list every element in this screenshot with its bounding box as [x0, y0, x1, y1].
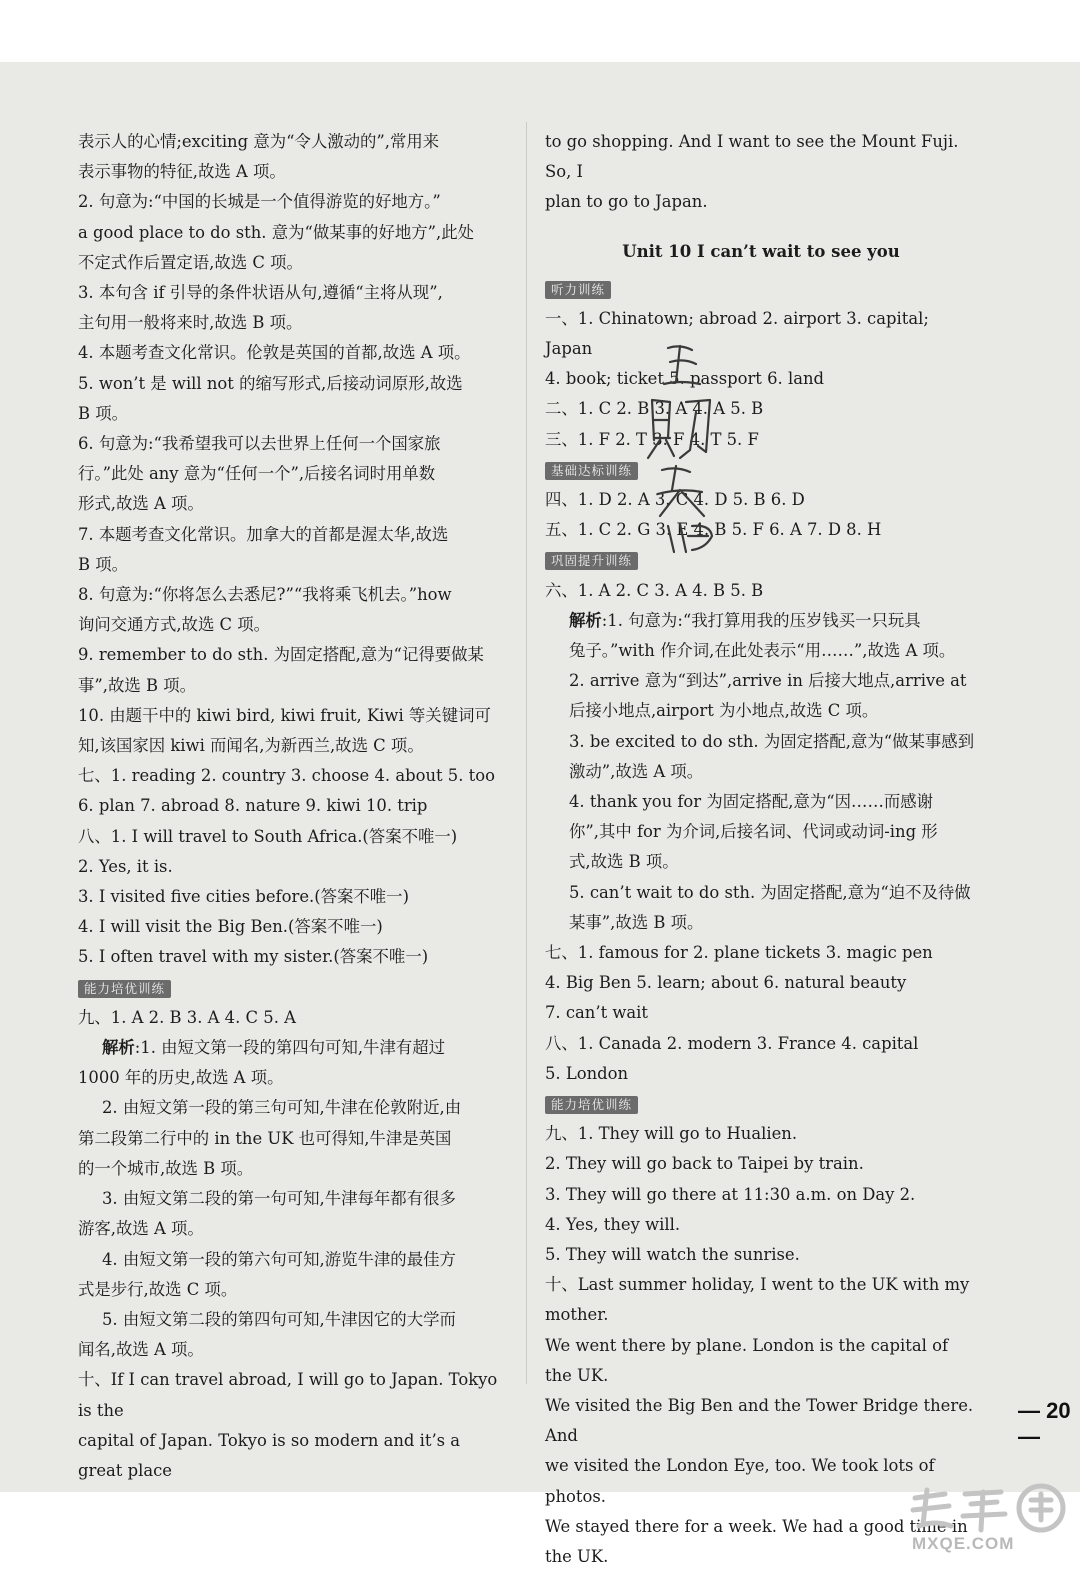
- answer-line: 三、1. F 2. T 3. F 4. T 5. F: [545, 429, 759, 449]
- answer-line: 解析:1. 句意为:“我打算用我的压岁钱买一只玩具: [569, 610, 921, 630]
- section-badge: 巩固提升训练: [545, 552, 638, 570]
- answer-line: 6. 句意为:“我希望我可以去世界上任何一个国家旅: [78, 434, 441, 454]
- section-badge: 听力训练: [545, 281, 611, 299]
- section-badge-line: [545, 274, 977, 304]
- answer-line: 4. thank you for 为固定搭配,意为“因……而感谢: [569, 792, 934, 812]
- answer-line: 3. be excited to do sth. 为固定搭配,意为“做某事感到: [569, 731, 975, 751]
- answer-line: 式,故选 B 项。: [569, 852, 679, 872]
- answer-line: 一、1. Chinatown; abroad 2. airport 3. capital; Japan: [545, 308, 929, 358]
- answer-line: 5. 由短文第二段的第四句可知,牛津因它的大学而: [102, 1309, 456, 1329]
- answer-line: 二、1. C 2. B 3. A 4. A 5. B: [545, 399, 764, 419]
- answer-line: 游客,故选 A 项。: [78, 1219, 204, 1239]
- section-badge-line: [545, 545, 977, 575]
- answer-line: 5. can’t wait to do sth. 为固定搭配,意为“迫不及待做: [569, 882, 971, 902]
- answer-line: 六、1. A 2. C 3. A 4. B 5. B: [545, 580, 764, 600]
- answer-line: 5. won’t 是 will not 的缩写形式,后接动词原形,故选: [78, 373, 463, 393]
- section-badge-line: [545, 1089, 977, 1119]
- unit-title: Unit 10 I can’t wait to see you: [622, 241, 900, 261]
- answer-line: 十、If I can travel abroad, I will go to Japan. Tokyo is the: [78, 1370, 498, 1420]
- page-number: — 20 —: [1018, 1398, 1071, 1449]
- answer-line: We went there by plane. London is the capital of the UK.: [545, 1335, 949, 1385]
- answer-line: we visited the London Eye, too. We took lots of photos.: [545, 1456, 935, 1506]
- answer-line: 2. Yes, it is.: [78, 856, 173, 876]
- section-badge: 能力培优训练: [545, 1096, 638, 1114]
- answer-line: 3. They will go there at 11:30 a.m. on Day 2.: [545, 1184, 916, 1204]
- column-divider: [526, 122, 527, 1384]
- answer-line: 第二段第二行中的 in the UK 也可得知,牛津是英国: [78, 1128, 452, 1148]
- answer-line: 的一个城市,故选 B 项。: [78, 1158, 254, 1178]
- answer-line: 七、1. famous for 2. plane tickets 3. magic pen: [545, 943, 933, 963]
- answer-line: 8. 句意为:“你将怎么去悉尼?”“我将乘飞机去。”how: [78, 585, 452, 605]
- answer-line: 2. They will go back to Taipei by train.: [545, 1154, 864, 1174]
- answer-line: 6. plan 7. abroad 8. nature 9. kiwi 10. trip: [78, 796, 428, 816]
- answer-line: 形式,故选 A 项。: [78, 494, 204, 514]
- answer-line: 你”,其中 for 为介词,后接名词、代词或动词-ing 形: [569, 822, 938, 842]
- answer-line: 知,该国家因 kiwi 而闻名,为新西兰,故选 C 项。: [78, 736, 424, 756]
- answer-line: 某事”,故选 B 项。: [569, 912, 704, 932]
- answer-line: 主句用一般将来时,故选 B 项。: [78, 313, 303, 333]
- watermark-text: MXQE.COM: [912, 1534, 1015, 1553]
- right-column: [545, 127, 977, 1572]
- section-badge: 基础达标训练: [545, 462, 638, 480]
- answer-line: 不定式作后置定语,故选 C 项。: [78, 252, 303, 272]
- answer-line: 2. 由短文第一段的第三句可知,牛津在伦敦附近,由: [102, 1098, 462, 1118]
- answer-line: 解析:1. 由短文第一段的第四句可知,牛津有超过: [102, 1038, 446, 1058]
- answer-line: 五、1. C 2. G 3. E 4. B 5. F 6. A 7. D 8. H: [545, 520, 882, 540]
- answer-line: 表示事物的特征,故选 A 项。: [78, 162, 286, 182]
- answer-line: 3. 由短文第二段的第一句可知,牛津每年都有很多: [102, 1189, 456, 1209]
- answer-line: 7. 本题考查文化常识。加拿大的首都是渥太华,故选: [78, 524, 449, 544]
- answer-line: We stayed there for a week. We had a good time in the UK.: [545, 1516, 968, 1567]
- answer-line: 事”,故选 B 项。: [78, 675, 197, 695]
- handwritten-scribble-icon: [640, 340, 740, 560]
- answer-line: 7. can’t wait: [545, 1003, 648, 1023]
- answer-line: 4. Yes, they will.: [545, 1214, 681, 1234]
- answer-line: 2. arrive 意为“到达”,arrive in 后接大地点,arrive at: [569, 671, 967, 691]
- answer-line: 10. 由题干中的 kiwi bird, kiwi fruit, Kiwi 等关键词可: [78, 705, 491, 725]
- section-badge-line: [78, 973, 508, 1003]
- answer-line: 四、1. D 2. A 3. C 4. D 5. B 6. D: [545, 490, 805, 509]
- answer-line: 3. 本句含 if 引导的条件状语从句,遵循“主将从现”,: [78, 283, 443, 303]
- answer-line: 兔子。”with 作介词,在此处表示“用……”,故选 A 项。: [569, 641, 956, 660]
- analysis-label: 解析: [102, 1038, 135, 1058]
- answer-line: 1000 年的历史,故选 A 项。: [78, 1068, 284, 1088]
- answer-line: 七、1. reading 2. country 3. choose 4. about 5. too: [78, 766, 495, 786]
- answer-line: capital of Japan. Tokyo is so modern and it’s a great place: [78, 1430, 461, 1480]
- answer-line: 询问交通方式,故选 C 项。: [78, 615, 271, 635]
- answer-line: 9. remember to do sth. 为固定搭配,意为“记得要做某: [78, 645, 484, 665]
- answer-line: We visited the Big Ben and the Tower Bridge there. And: [545, 1396, 974, 1446]
- answer-line: 十、Last summer holiday, I went to the UK with my mother.: [545, 1275, 970, 1325]
- section-badge: 能力培优训练: [78, 980, 171, 998]
- answer-line: 激动”,故选 A 项。: [569, 761, 704, 781]
- answer-line: 九、1. They will go to Hualien.: [545, 1124, 798, 1144]
- answer-line: 4. book; ticket 5. passport 6. land: [545, 369, 825, 389]
- answer-line: to go shopping. And I want to see the Mount Fuji. So, I: [545, 132, 959, 182]
- answer-line: 2. 句意为:“中国的长城是一个值得游览的好地方。”: [78, 192, 441, 212]
- answer-line: 4. 由短文第一段的第六句可知,游览牛津的最佳方: [102, 1249, 456, 1269]
- answer-line: 5. I often travel with my sister.(答案不唯一): [78, 947, 429, 967]
- answer-line: 行。”此处 any 意为“任何一个”,后接名词时用单数: [78, 464, 436, 484]
- answer-line: 3. I visited five cities before.(答案不唯一): [78, 887, 409, 907]
- answer-line: 5. London: [545, 1063, 629, 1083]
- section-badge-line: [545, 455, 977, 485]
- answer-line: 4. Big Ben 5. learn; about 6. natural beauty: [545, 973, 907, 993]
- answer-line: 4. I will visit the Big Ben.(答案不唯一): [78, 917, 383, 937]
- answer-line: plan to go to Japan.: [545, 192, 708, 212]
- answer-line: 后接小地点,airport 为小地点,故选 C 项。: [569, 701, 879, 721]
- answer-line: 八、1. I will travel to South Africa.(答案不唯一): [78, 826, 458, 846]
- answer-line: 5. They will watch the sunrise.: [545, 1245, 800, 1265]
- answer-line: 八、1. Canada 2. modern 3. France 4. capital: [545, 1033, 919, 1053]
- analysis-label: 解析: [569, 610, 602, 630]
- answer-line: B 项。: [78, 554, 129, 574]
- answer-line: a good place to do sth. 意为“做某事的好地方”,此处: [78, 222, 474, 242]
- answer-line: 4. 本题考查文化常识。伦敦是英国的首都,故选 A 项。: [78, 343, 471, 363]
- left-column: [78, 127, 508, 1486]
- answer-line: 闻名,故选 A 项。: [78, 1340, 204, 1360]
- answer-line: 九、1. A 2. B 3. A 4. C 5. A: [78, 1007, 296, 1027]
- answer-line: 式是步行,故选 C 项。: [78, 1279, 238, 1299]
- answer-line: B 项。: [78, 403, 129, 423]
- answer-line: 表示人的心情;exciting 意为“令人激动的”,常用来: [78, 132, 440, 151]
